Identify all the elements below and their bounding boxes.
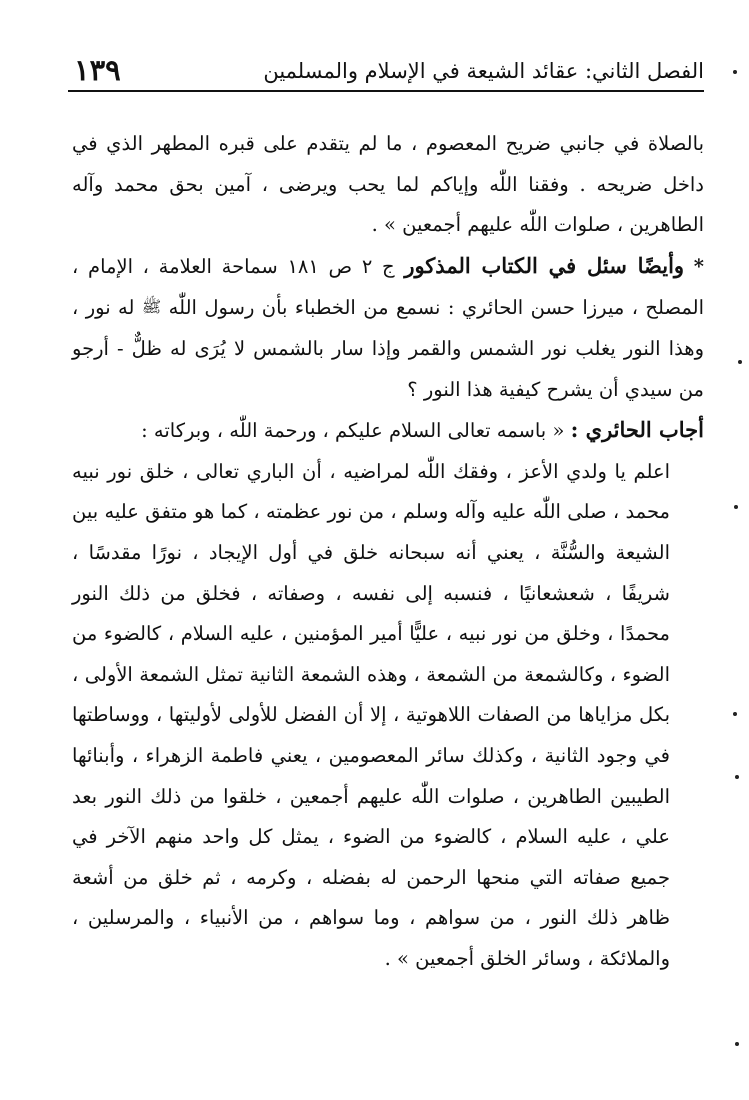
star-marker: * bbox=[693, 254, 704, 278]
paragraph-2-lead: وأيضًا سئل في الكتاب المذكور bbox=[404, 252, 685, 278]
honorific-symbol: ﷺ bbox=[141, 297, 162, 317]
margin-speck bbox=[734, 505, 738, 509]
paragraph-3-lead: أجاب الحائري : bbox=[570, 417, 704, 443]
paragraph-2 bbox=[72, 246, 704, 410]
paragraph-3 bbox=[72, 410, 704, 452]
margin-speck bbox=[735, 1042, 739, 1046]
margin-speck bbox=[733, 712, 737, 716]
paragraph-4: اعلم يا ولدي الأعز ، وفقك اللّٰه لمراضيه ، أن الباري تعالى ، خلق نور نبيه محمد ، صلى اللّٰه عليه وآله وسلم ، من نور عظمته ، كما هو متفق عليه بين الشيعة والسُّنَّة ، يعني أنه سبحانه خلق في أول الإيجاد ، نورًا مقدسًا ، شريفًا ، شعشعانيًا ، فنسبه إلى نفسه ، وصفاته ، فخلق من ذلك النور محمدًا ، وخلق من نور نبيه ، عليًّا أمير المؤمنين ، عليه السلام ، كالضوء من الضوء ، وكالشمعة من الشمعة ، وهذه الشمعة الثانية تمثل الشمعة الأولى ، بكل مزاياها من الصفات اللاهوتية ، إلا أن الفضل للأولى لأوليتها ، ووساطتها في وجود الثانية ، وكذلك سائر المعصومين ، يعني فاطمة الزهراء ، وأبنائها الطيبين الطاهرين ، صلوات اللّٰه عليهم أجمعين ، خلقوا من ذلك النور بعد علي ، عليه السلام ، كالضوء من الضوء ، يمثل كل واحد منهم الآخر في جميع صفاته التي منحها الرحمن له بفضله ، وكرمه ، ثم خلق من أشعة ظاهر ذلك النور ، من سواهم ، وما سواهم ، من الأنبياء ، والمرسلين ، والملائكة ، وسائر الخلق أجمعين » . bbox=[72, 459, 670, 970]
page-header bbox=[68, 50, 704, 90]
running-title: الفصل الثاني: عقائد الشيعة في الإسلام والمسلمين bbox=[263, 59, 704, 83]
paragraph-2-text-b: له نور ، وهذا النور يغلب نور الشمس والقمر وإذا سار بالشمس لا يُرَى له ظلٌّ - أرجو من سيدي أن يشرح كيفية هذا النور ؟ bbox=[72, 296, 704, 401]
margin-speck bbox=[733, 70, 737, 74]
body-text bbox=[72, 124, 704, 979]
margin-speck bbox=[735, 775, 739, 779]
paragraph-3-text: « باسمه تعالى السلام عليكم ، ورحمة اللّٰه ، وبركاته : bbox=[141, 419, 565, 443]
paragraph-2-text: ج ٢ ص ١٨١ سماحة العلامة ، الإمام ، المصلح ، ميرزا حسن الحائري : نسمع من الخطباء بأن رسول اللّٰه bbox=[72, 254, 705, 320]
margin-speck bbox=[738, 360, 742, 364]
header-rule bbox=[68, 90, 704, 92]
paragraph-1: بالصلاة في جانبي ضريح المعصوم ، ما لم يتقدم على قبره المطهر الذي في داخل ضريحه . وفقنا اللّٰه وإياكم لما يحب ويرضى ، آمين بحق محمد وآله الطاهرين ، صلوات اللّٰه عليهم أجمعين » . bbox=[72, 132, 704, 237]
page-number: ١٣٩ bbox=[74, 53, 121, 87]
